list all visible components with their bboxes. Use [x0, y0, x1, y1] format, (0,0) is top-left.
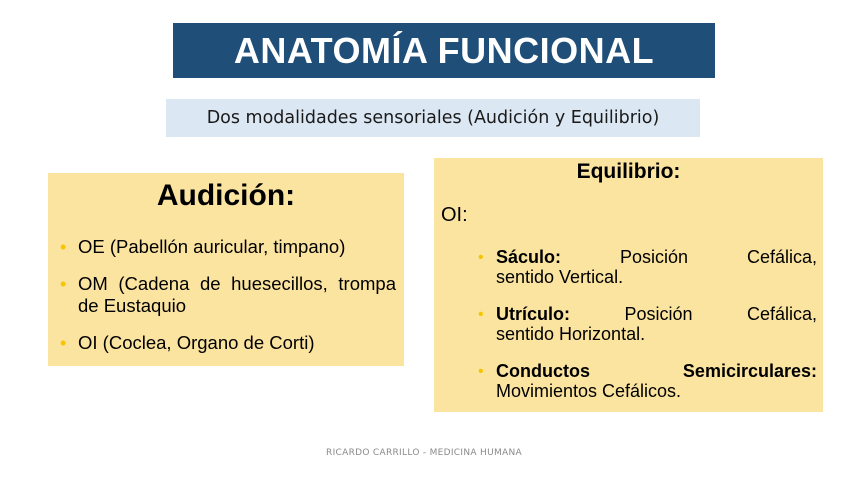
audicion-item-oi: • OI (Coclea, Organo de Corti) [56, 332, 396, 354]
equilibrio-word: Cefálica, [746, 304, 817, 324]
equilibrio-desc: sentido Horizontal. [496, 323, 646, 344]
subtitle-box [166, 99, 700, 137]
equilibrio-list [474, 248, 817, 419]
equilibrio-desc: sentido Vertical. [496, 266, 624, 287]
equilibrio-word: Cefálica, [746, 247, 817, 267]
audicion-heading: Audición: [156, 179, 296, 212]
footer-credit: RICARDO CARRILLO - MEDICINA HUMANA [326, 448, 522, 458]
equilibrio-term: • Sáculo: [496, 247, 562, 267]
equilibrio-term: • Conductos [496, 361, 590, 381]
audicion-list [56, 236, 396, 369]
equilibrio-intro: OI: [441, 204, 468, 226]
equilibrio-word: Posición [619, 247, 689, 267]
title-banner [173, 23, 715, 78]
equilibrio-term: • Utrículo: [496, 304, 570, 324]
subtitle-text: Dos modalidades sensoriales (Audición y Equilibrio) [206, 108, 660, 128]
equilibrio-item-utriculo [474, 305, 817, 344]
audicion-box [48, 173, 404, 366]
equilibrio-item-conductos [474, 362, 817, 401]
equilibrio-word: Posición [624, 304, 693, 324]
audicion-item-om: • OM (Cadena de huesecillos, trompa de Eustaquio [56, 273, 396, 317]
equilibrio-item-saculo [474, 248, 817, 287]
slide-title: ANATOMÍA FUNCIONAL [233, 29, 655, 71]
equilibrio-term-2: Semicirculares: [682, 361, 817, 381]
equilibrio-heading: Equilibrio: [576, 160, 681, 183]
audicion-item-oe: • OE (Pabellón auricular, timpano) [56, 236, 396, 258]
equilibrio-box [434, 158, 823, 412]
equilibrio-desc: Movimientos Cefálicos. [496, 380, 682, 401]
